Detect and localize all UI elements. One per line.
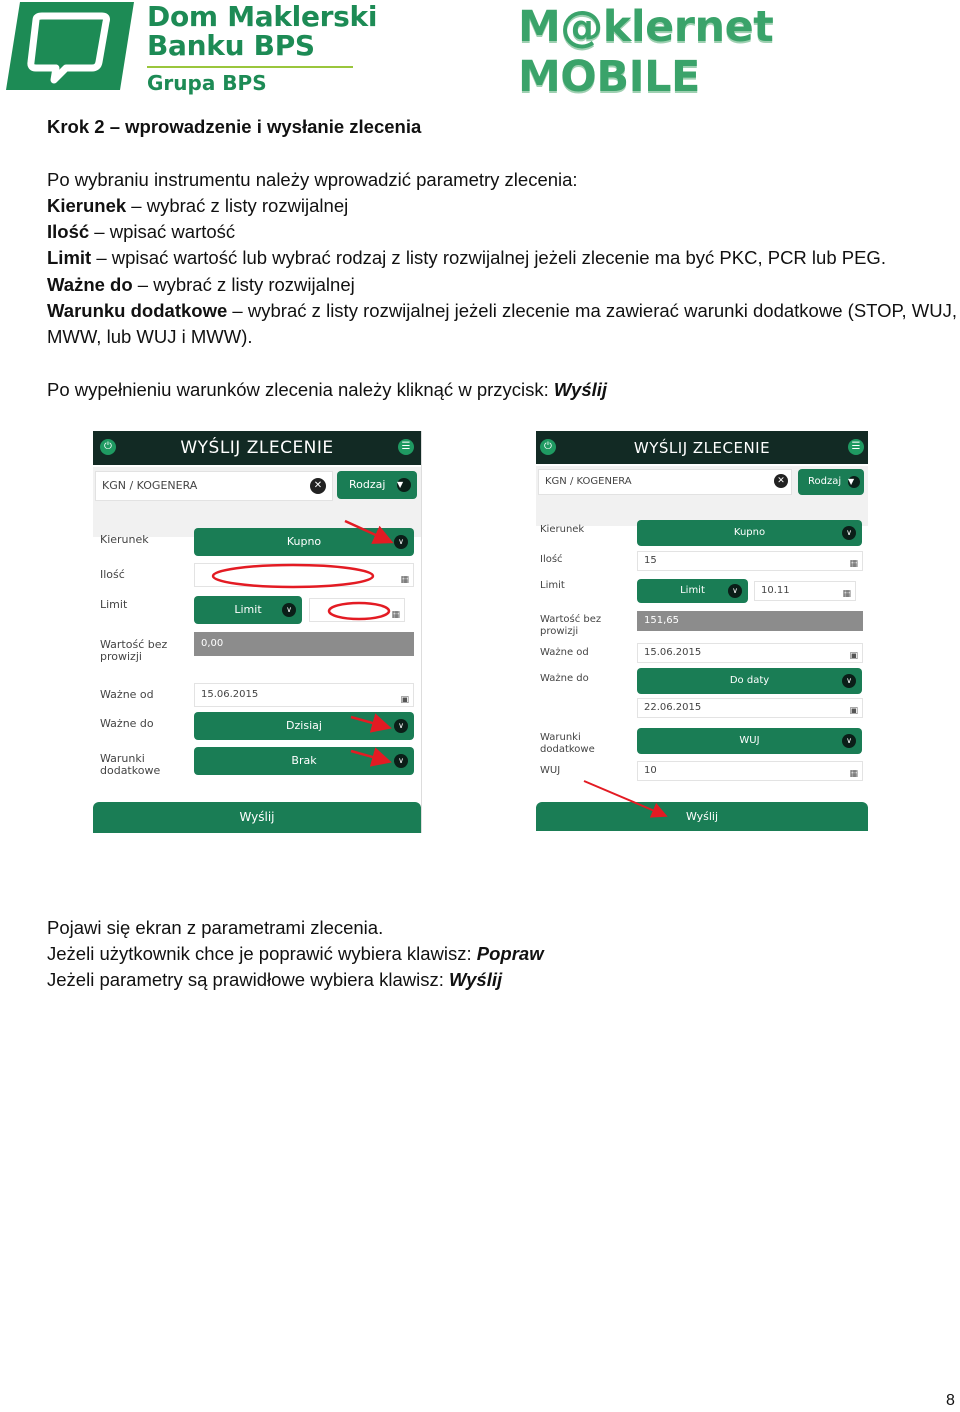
label-limit: Limit: [540, 580, 565, 591]
valid-from-input[interactable]: [194, 683, 414, 707]
chevron-down-icon: ∨: [282, 603, 296, 617]
clear-icon[interactable]: ✕: [774, 474, 788, 488]
param-desc: – wpisać wartość lub wybrać rodzaj z listy rozwijalnej jeżeli zlecenie ma być PKC, PCR lub PEG.: [91, 247, 886, 268]
brand-name: [147, 2, 377, 94]
calculator-icon: ▦: [849, 559, 858, 569]
label-conditions: Warunki dodatkowe: [540, 732, 595, 755]
param-quantity: [47, 219, 959, 245]
page-number: 8: [946, 1392, 955, 1409]
limit-value: 10.11: [761, 585, 790, 596]
label-valid-from: Ważne od: [540, 647, 589, 658]
param-limit: [47, 245, 959, 271]
label-valid-to: Ważne do: [540, 673, 589, 684]
value-excl-field: 151,65: [637, 611, 863, 631]
calculator-icon: ▦: [849, 769, 858, 779]
brand-line-1: Dom Maklerski: [147, 0, 378, 33]
valid-to-value: Dzisiaj: [286, 719, 322, 732]
closing-line-3: [47, 967, 959, 993]
type-button[interactable]: [337, 471, 417, 499]
limit-type-value: Limit: [680, 585, 705, 596]
calendar-icon: ▣: [849, 651, 858, 661]
type-button-label: Rodzaj: [349, 478, 386, 491]
calendar-icon: ▣: [400, 695, 409, 705]
value-excl-field: 0,00: [194, 632, 414, 656]
label-limit: Limit: [100, 598, 128, 611]
limit-input[interactable]: [309, 598, 405, 622]
instrument-row: [93, 467, 421, 537]
label-valid-from: Ważne od: [100, 688, 154, 701]
direction-value: Kupno: [733, 527, 766, 538]
label-quantity: Ilość: [540, 554, 563, 565]
page-header: [0, 0, 960, 100]
param-term: Warunku dodatkowe: [47, 300, 228, 321]
valid-to-select[interactable]: [194, 712, 414, 740]
label-direction: Kierunek: [540, 524, 585, 535]
chevron-down-icon: ∨: [842, 734, 856, 748]
chevron-down-icon: ∨: [728, 584, 742, 598]
arrow-down-icon: ▼: [397, 478, 411, 492]
label-conditions: Warunki dodatkowe: [100, 752, 161, 777]
quantity-input[interactable]: [637, 551, 863, 571]
valid-from-value: 15.06.2015: [201, 689, 259, 700]
label-value-excl: Wartość bez prowizji: [540, 614, 602, 637]
calculator-icon: ▦: [400, 575, 409, 585]
valid-to-date-input[interactable]: [637, 698, 863, 718]
param-desc: – wybrać z listy rozwijalnej jeżeli zlecenie ma zawierać warunki dodatkowe (STOP, WUJ, MWW, lub WUJ i MWW).: [47, 300, 957, 347]
chevron-down-icon: ∨: [394, 719, 408, 733]
send-button[interactable]: Wyślij: [536, 802, 868, 831]
send-button[interactable]: Wyślij: [93, 802, 421, 833]
param-desc: – wybrać z listy rozwijalnej: [126, 195, 349, 216]
quantity-input[interactable]: [194, 563, 414, 587]
menu-icon[interactable]: ☰: [848, 439, 864, 455]
menu-icon[interactable]: ☰: [398, 439, 414, 455]
param-term: Kierunek: [47, 195, 127, 216]
limit-type-select[interactable]: [194, 596, 302, 624]
phone-screenshot-empty-form: [93, 431, 422, 833]
screen-title: WYŚLIJ ZLECENIE: [633, 439, 771, 457]
wuj-input[interactable]: [637, 761, 863, 781]
direction-value: Kupno: [286, 535, 322, 548]
calculator-icon: ▦: [391, 610, 400, 620]
bank-logo-icon: [6, 2, 134, 90]
send-word: Wyślij: [553, 379, 608, 400]
closing-line-3-text: Jeżeli parametry są prawidłowe wybiera klawisz:: [47, 969, 450, 990]
calculator-icon: ▦: [842, 589, 851, 599]
wyslij-key: Wyślij: [449, 969, 503, 990]
instrument-input[interactable]: KGN / KOGENERA: [95, 471, 333, 501]
chevron-down-icon: ∨: [394, 754, 408, 768]
param-desc: – wybrać z listy rozwijalnej: [132, 274, 355, 295]
label-wuj: WUJ: [540, 765, 561, 776]
clear-icon[interactable]: ✕: [310, 478, 326, 494]
valid-to-value: Do daty: [729, 675, 770, 686]
direction-select[interactable]: [194, 528, 414, 556]
wuj-value: 10: [644, 765, 657, 776]
param-direction: [47, 193, 959, 219]
screen-title: WYŚLIJ ZLECENIE: [180, 438, 334, 458]
param-desc: – wpisać wartość: [89, 221, 236, 242]
instrument-row: [536, 466, 868, 526]
param-term: Ilość: [47, 221, 90, 242]
closing-line-2-text: Jeżeli użytkownik chce je poprawić wybiera klawisz:: [47, 943, 477, 964]
power-icon[interactable]: ⏻: [540, 439, 556, 455]
chevron-down-icon: ∨: [394, 535, 408, 549]
label-quantity: Ilość: [100, 568, 125, 581]
phone-screenshot-filled-form: [536, 431, 868, 833]
closing-line-1: Pojawi się ekran z parametrami zlecenia.: [47, 917, 384, 938]
popraw-key: Popraw: [476, 943, 544, 964]
product-logo: M@klernet MOBILE: [518, 2, 774, 102]
conditions-value: WUJ: [739, 735, 760, 746]
intro-text: Po wybraniu instrumentu należy wprowadzić parametry zlecenia:: [47, 169, 578, 190]
quantity-value: 15: [644, 555, 657, 566]
limit-input[interactable]: [754, 581, 856, 601]
chevron-down-icon: ∨: [842, 674, 856, 688]
chevron-down-icon: ∨: [842, 526, 856, 540]
conditions-select[interactable]: [194, 747, 414, 775]
param-term: Ważne do: [47, 274, 133, 295]
param-valid-to: [47, 272, 959, 298]
send-instruction: [47, 377, 959, 403]
app-topbar: [536, 431, 868, 464]
brand-line-3: Grupa BPS: [147, 71, 267, 95]
app-topbar: [93, 431, 421, 465]
limit-type-value: Limit: [234, 603, 262, 616]
send-instruction-text: Po wypełnieniu warunków zlecenia należy kliknąć w przycisk:: [47, 379, 554, 400]
label-direction: Kierunek: [100, 533, 149, 546]
closing-line-2: [47, 941, 959, 967]
brand-line-2: Banku BPS: [147, 29, 315, 62]
direction-select[interactable]: [637, 520, 862, 546]
brand-divider: [147, 66, 353, 68]
instrument-input[interactable]: KGN / KOGENERA: [538, 469, 792, 495]
valid-to-select[interactable]: [637, 668, 862, 694]
type-button[interactable]: [798, 469, 864, 495]
conditions-value: Brak: [291, 754, 317, 767]
type-button-label: Rodzaj: [808, 476, 842, 487]
valid-from-input[interactable]: [637, 643, 863, 663]
valid-from-value: 15.06.2015: [644, 647, 702, 658]
limit-type-select[interactable]: [637, 579, 748, 603]
param-conditions: [47, 298, 957, 350]
arrow-down-icon: ▼: [848, 476, 860, 488]
label-value-excl: Wartość bez prowizji: [100, 638, 168, 663]
conditions-select[interactable]: [637, 728, 862, 754]
param-term: Limit: [47, 247, 92, 268]
power-icon[interactable]: ⏻: [100, 439, 116, 455]
label-valid-to: Ważne do: [100, 717, 154, 730]
valid-to-date-value: 22.06.2015: [644, 702, 702, 713]
calendar-icon: ▣: [849, 706, 858, 716]
step-heading: Krok 2 – wprowadzenie i wysłanie zlecenia: [47, 116, 422, 137]
